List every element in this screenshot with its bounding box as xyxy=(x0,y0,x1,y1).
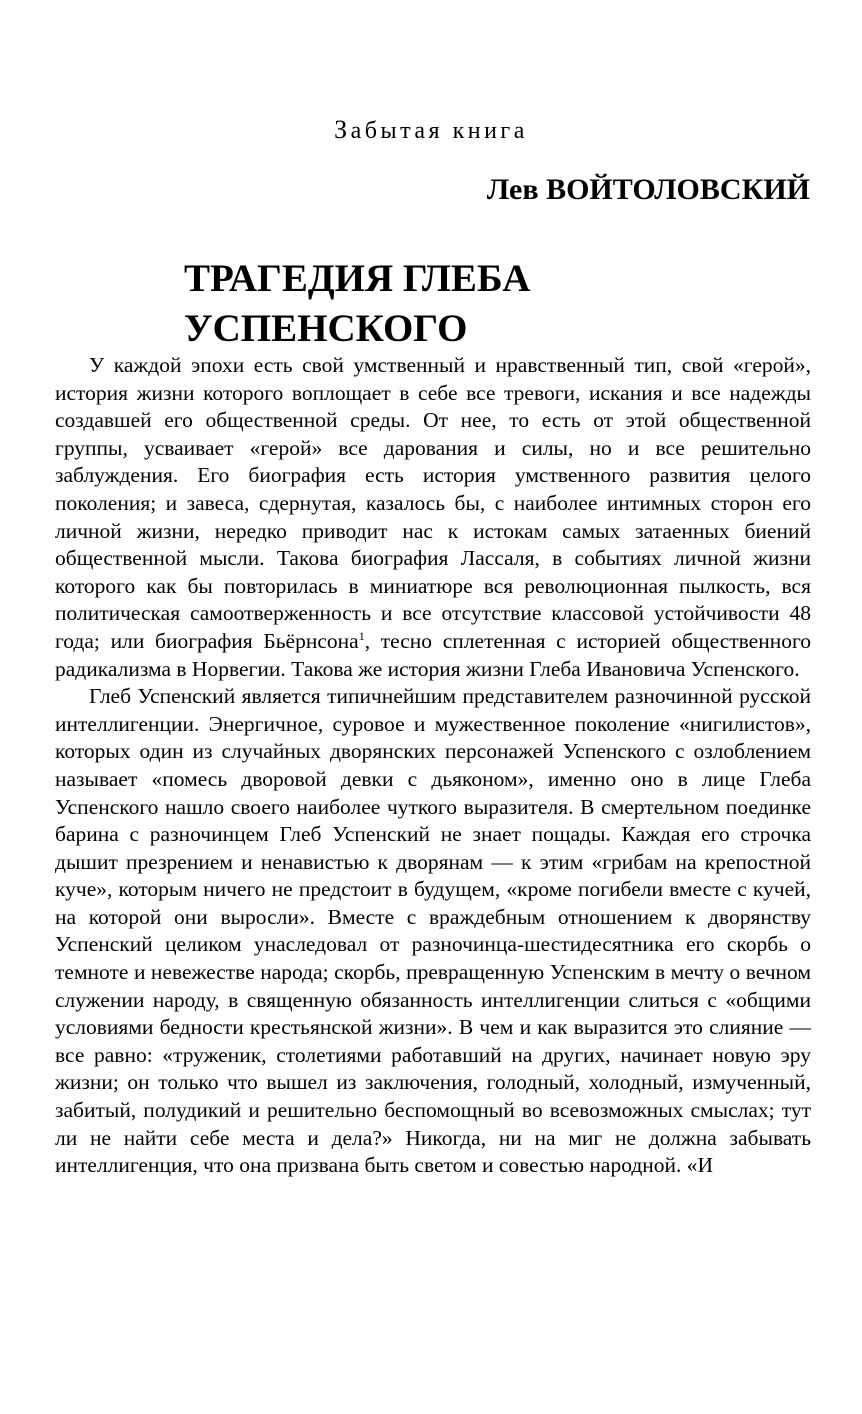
section-heading-initial: З xyxy=(334,115,351,144)
paragraph-2: Глеб Успенский является типичнейшим представителем разночинной русской интеллигенции. Энергичное, суровое и мужественное поколение «нигилистов», которых один из случайных дворянских персонажей Успенского с озлоблением называет «помесь дворовой девки с дьяконом», именно оно в лице Глеба Успенского нашло своего наиболее чуткого выразителя. В смертельном поединке барина с разночинцем Глеб Успенский не знает пощады. Каждая его строчка дышит презрением и ненавистью к дворянам — к этим «грибам на крепостной куче», которым ничего не предстоит в будущем, «кроме погибели вместе с кучей, на которой они выросли». Вместе с враждебным отношением к дворянству Успенский целиком унаследовал от разночинца-шестидесятника его скорбь о темноте и невежестве народа; скорбь, превращенную Успенским в мечту о вечном служении народу, в священную обязанность интеллигенции слиться с «общими условиями бедности крестьянской жизни». В чем и как выразится это слияние — все равно: «труженик, столетиями работавший на других, начинает новую эру жизни; он только что вышел из заключения, голодный, холодный, измученный, забитый, полудикий и решительно беспомощный во всевозможных смыслах; тут ли не найти себе места и дела?» Никогда, ни на миг не должна забывать интеллигенция, что она призвана быть светом и совестью народной. «И xyxy=(55,684,811,1178)
article-title xyxy=(184,254,530,354)
paragraph-1 xyxy=(55,352,811,683)
author-name: Лев ВОЙТОЛОВСКИЙ xyxy=(486,173,810,206)
paragraph-1-text-b: , тесно сплетенная с историей общественного радикализма в Норвегии. Такова же история жизни Глеба Ивановича Успенского. xyxy=(55,628,811,681)
article-title-line-2: УСПЕНСКОГО xyxy=(184,307,468,350)
article-title-line-1: ТРАГЕДИЯ ГЛЕБА xyxy=(184,257,531,300)
section-heading-rest: абытая книга xyxy=(350,118,528,144)
section-heading xyxy=(0,112,862,149)
paragraph-1-text-a: У каждой эпохи есть свой умственный и нравственный тип, свой «герой», история жизни которого воплощает в себе все тревоги, искания и все надежды создавшей его общественной среды. От нее, то есть от этой общественной группы, усваивает «герой» все дарования и силы, но и все решительно заблуждения. Его биография есть история умственного развития целого поколения; и завеса, сдернутая, казалось бы, с наиболее интимных сторон его личной жизни, нередко приводит нас к истокам самых затаенных биений общественной мысли. Такова биография Лассаля, в событиях личной жизни которого как бы повторилась в миниатюре вся революционная пылкость, вся политическая самоотверженность и все отсутствие классовой устойчивости 48 года; или биография Бьёрнсона xyxy=(55,353,811,653)
article-body xyxy=(55,352,811,1180)
footnote-marker: 1 xyxy=(358,628,365,643)
